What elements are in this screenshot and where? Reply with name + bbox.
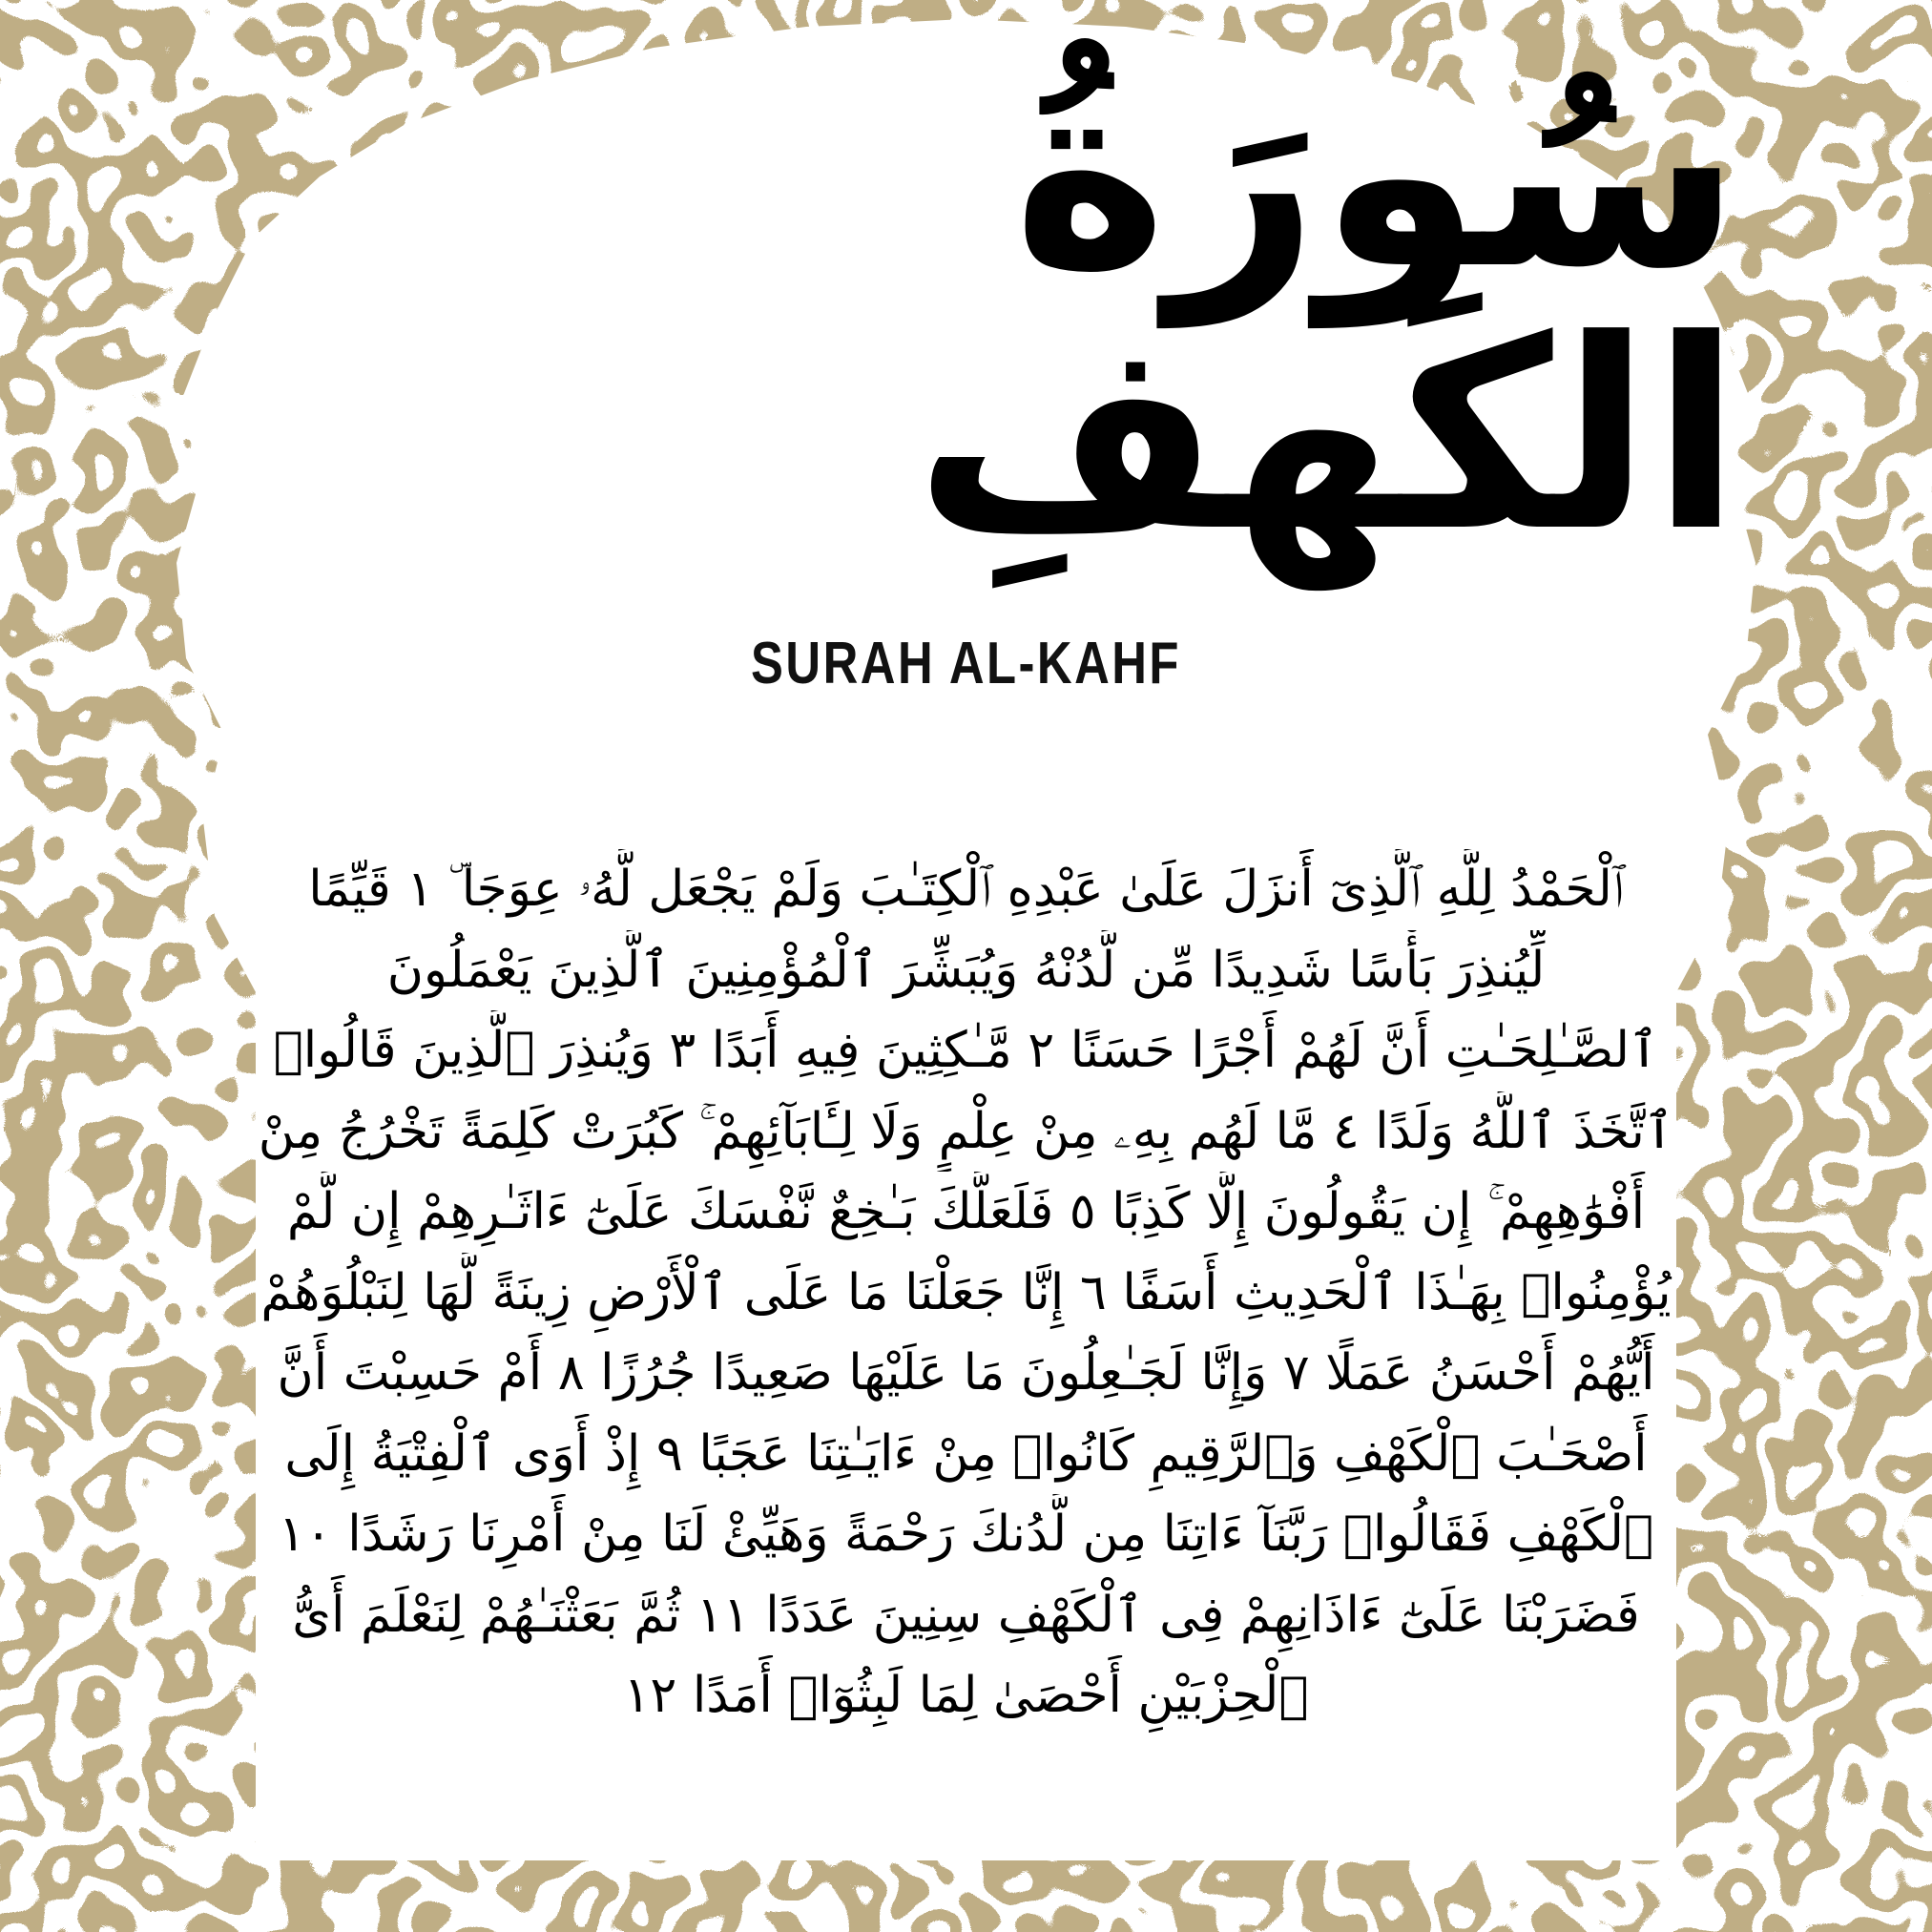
verse-line: ٱتَّخَذَ ٱللَّهُ وَلَدًا ٤ مَّا لَهُم بِهِۦ مِنْ عِلْمٍ وَلَا لِـَٔابَآئِهِمْ ۚ كَبُرَتْ كَلِمَةً تَخْرُجُ مِنْ bbox=[258, 1102, 1674, 1160]
verse-line: فَضَرَبْنَا عَلَىٰٓ ءَاذَانِهِمْ فِى ٱلْكَهْفِ سِنِينَ عَدَدًا ١١ ثُمَّ بَعَثْنَـٰهُمْ لِنَعْلَمَ أَىُّ bbox=[292, 1586, 1640, 1644]
verse-line: أَيُّهُمْ أَحْسَنُ عَمَلًا ٧ وَإِنَّا لَجَـٰعِلُونَ مَا عَلَيْهَا صَعِيدًا جُرُزًا ٨ أَمْ حَسِبْتَ أَنَّ bbox=[277, 1344, 1655, 1402]
surah-title-arabic: سُورَةُ الكَهفِ bbox=[914, 21, 1741, 589]
verse-line: ٱلْكَهْفِ فَقَالُوا۟ رَبَّنَآ ءَاتِنَا مِن لَّدُنكَ رَحْمَةً وَهَيِّئْ لَنَا مِنْ أَمْرِنَا رَشَدًا ١٠ bbox=[278, 1506, 1654, 1563]
verse-line: ٱلصَّـٰلِحَـٰتِ أَنَّ لَهُمْ أَجْرًا حَسَنًا ٢ مَّـٰكِثِينَ فِيهِ أَبَدًا ٣ وَيُنذِرَ ٱلَّذِينَ قَالُوا۟ bbox=[273, 1022, 1659, 1079]
surah-title-english: SURAH AL-KAHF bbox=[751, 631, 1181, 696]
verse-line: ٱلْحَمْدُ لِلَّهِ ٱلَّذِىٓ أَنزَلَ عَلَىٰ عَبْدِهِ ٱلْكِتَـٰبَ وَلَمْ يَجْعَل لَّهُۥ عِوَجَا ۜ ١ قَيِّمًا bbox=[308, 861, 1624, 918]
verses-block bbox=[143, 849, 1789, 1803]
verse-line: لِّيُنذِرَ بَأْسًا شَدِيدًا مِّن لَّدُنْهُ وَيُبَشِّرَ ٱلْمُؤْمِنِينَ ٱلَّذِينَ يَعْمَلُونَ bbox=[386, 941, 1546, 999]
verse-line: أَفْوَٰهِهِمْ ۚ إِن يَقُولُونَ إِلَّا كَذِبًا ٥ فَلَعَلَّكَ بَـٰخِعٌ نَّفْسَكَ عَلَىٰٓ ءَاثَـٰرِهِمْ إِن لَّمْ bbox=[286, 1183, 1646, 1240]
verse-line: ٱلْحِزْبَيْنِ أَحْصَىٰ لِمَا لَبِثُوٓا۟ أَمَدًا ١٢ bbox=[623, 1667, 1309, 1724]
verse-line: يُؤْمِنُوا۟ بِهَـٰذَا ٱلْحَدِيثِ أَسَفًا ٦ إِنَّا جَعَلْنَا مَا عَلَى ٱلْأَرْضِ زِينَةً لَّهَا لِنَبْلُوَهُمْ bbox=[260, 1263, 1672, 1321]
verse-line: أَصْحَـٰبَ ٱلْكَهْفِ وَٱلرَّقِيمِ كَانُوا۟ مِنْ ءَايَـٰتِنَا عَجَبًا ٩ إِذْ أَوَى ٱلْفِتْيَةُ إِلَى bbox=[284, 1424, 1648, 1483]
